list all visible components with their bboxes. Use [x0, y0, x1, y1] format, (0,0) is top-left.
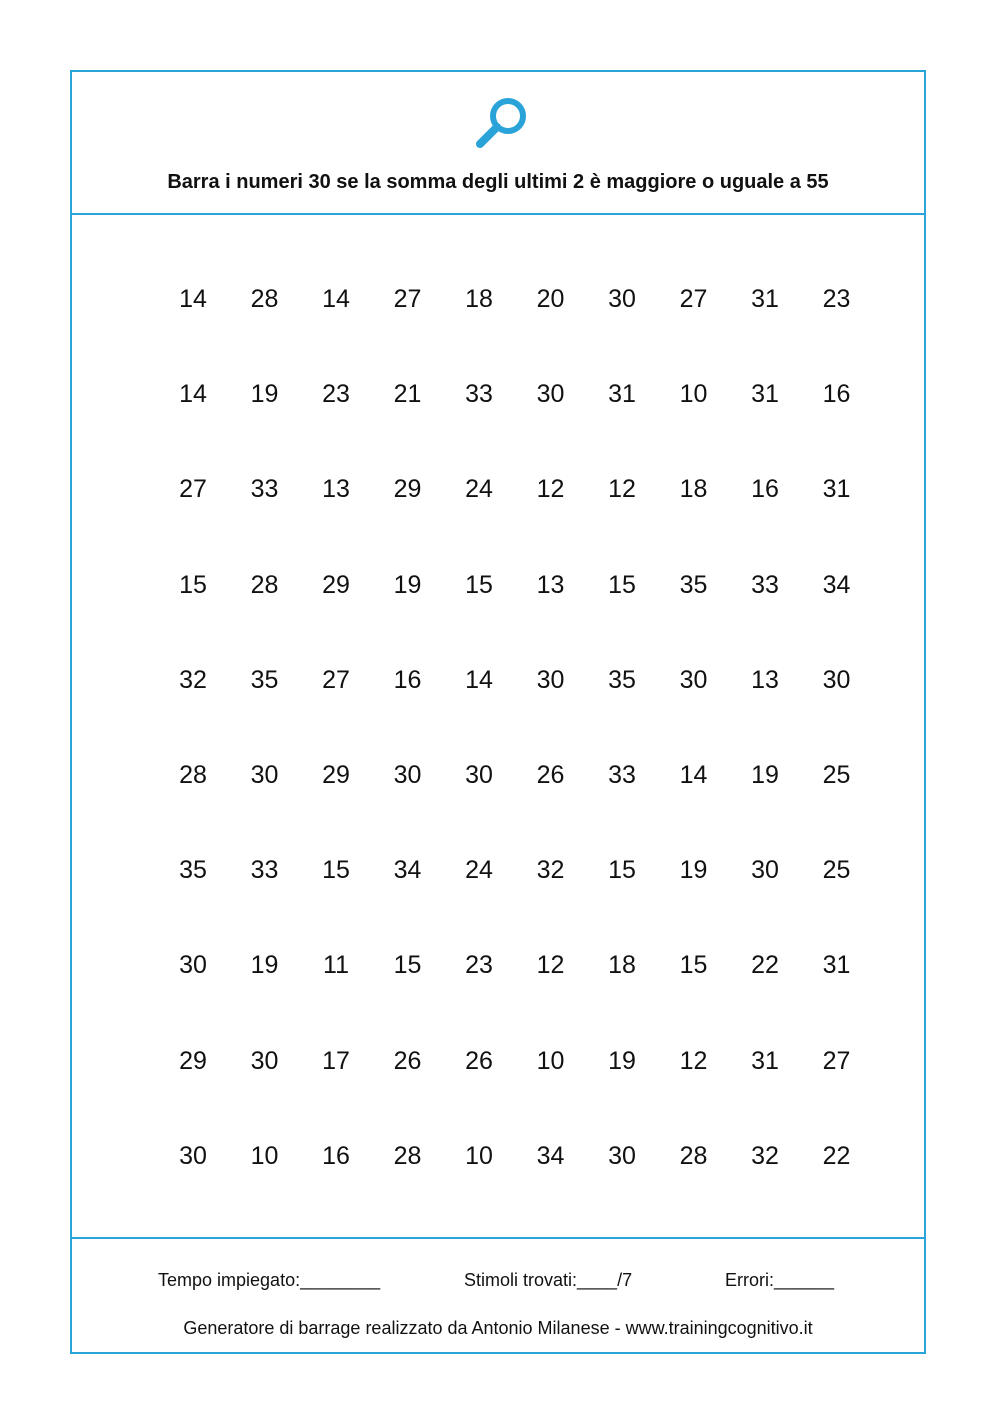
number-cell[interactable]: 26 [393, 1046, 422, 1075]
number-cell[interactable]: 28 [179, 761, 207, 789]
number-cell[interactable]: 27 [322, 665, 350, 694]
number-cell[interactable]: 13 [536, 570, 565, 599]
number-cell[interactable]: 10 [465, 1141, 493, 1170]
number-cell[interactable]: 20 [536, 285, 565, 313]
number-cell[interactable]: 33 [751, 570, 779, 599]
number-grid [72, 215, 924, 1237]
number-cell[interactable]: 33 [465, 380, 493, 409]
number-cell[interactable]: 10 [250, 1141, 279, 1170]
worksheet-footer [72, 1237, 924, 1354]
number-cell[interactable]: 16 [393, 665, 422, 694]
magnifier-icon [472, 94, 532, 150]
number-cell[interactable]: 15 [608, 570, 636, 599]
number-cell[interactable]: 27 [179, 475, 207, 504]
time-field[interactable]: Tempo impiegato:________ [158, 1270, 381, 1290]
number-cell[interactable]: 10 [536, 1046, 565, 1075]
stimuli-found-field[interactable]: Stimoli trovati:____/7 [464, 1270, 633, 1290]
errors-field[interactable]: Errori:______ [725, 1270, 835, 1290]
number-cell[interactable]: 14 [322, 285, 350, 313]
number-cell[interactable]: 22 [751, 951, 779, 980]
number-cell[interactable]: 15 [393, 951, 422, 980]
number-cell[interactable]: 28 [250, 570, 279, 599]
number-cell[interactable]: 15 [679, 951, 708, 980]
number-cell[interactable]: 14 [465, 665, 493, 694]
number-cell[interactable]: 26 [536, 761, 565, 789]
number-cell[interactable]: 30 [679, 665, 708, 694]
number-cell[interactable]: 11 [323, 951, 349, 980]
number-cell[interactable]: 25 [822, 856, 851, 885]
number-cell[interactable]: 28 [250, 285, 279, 313]
number-cell[interactable]: 27 [393, 285, 422, 313]
number-cell[interactable]: 12 [608, 475, 636, 504]
number-cell[interactable]: 16 [322, 1141, 350, 1170]
number-cell[interactable]: 33 [608, 761, 636, 789]
number-cell[interactable]: 16 [822, 380, 851, 409]
number-cell[interactable]: 30 [608, 1141, 636, 1170]
number-cell[interactable]: 18 [608, 951, 636, 980]
number-cell[interactable]: 19 [751, 761, 779, 789]
number-cell[interactable]: 14 [179, 285, 207, 313]
number-cell[interactable]: 17 [322, 1046, 350, 1075]
number-cell[interactable]: 12 [536, 475, 565, 504]
number-cell[interactable]: 30 [536, 665, 565, 694]
number-cell[interactable]: 25 [822, 761, 851, 789]
number-cell[interactable]: 19 [250, 380, 279, 409]
number-cell[interactable]: 16 [751, 475, 779, 504]
number-cell[interactable]: 35 [679, 570, 708, 599]
number-cell[interactable]: 18 [465, 285, 493, 313]
number-cell[interactable]: 26 [465, 1046, 493, 1075]
number-cell[interactable]: 35 [179, 856, 207, 885]
number-cell[interactable]: 30 [608, 285, 636, 313]
number-cell[interactable]: 29 [322, 570, 350, 599]
number-cell[interactable]: 30 [250, 761, 279, 789]
number-cell[interactable]: 21 [393, 380, 422, 409]
number-cell[interactable]: 35 [608, 665, 636, 694]
number-cell[interactable]: 31 [751, 285, 779, 313]
number-cell[interactable]: 13 [751, 665, 779, 694]
number-cell[interactable]: 34 [536, 1141, 565, 1170]
number-cell[interactable]: 28 [679, 1141, 708, 1170]
number-cell[interactable]: 23 [322, 380, 350, 409]
number-cell[interactable]: 12 [679, 1046, 708, 1075]
number-cell[interactable]: 35 [250, 665, 279, 694]
number-cell[interactable]: 29 [322, 761, 350, 789]
number-cell[interactable]: 12 [536, 951, 565, 980]
number-cell[interactable]: 13 [322, 475, 350, 504]
number-cell[interactable]: 31 [822, 475, 851, 504]
number-cell[interactable]: 15 [465, 570, 493, 599]
number-cell[interactable]: 10 [679, 380, 708, 409]
number-cell[interactable]: 31 [608, 380, 636, 409]
number-cell[interactable]: 30 [393, 761, 422, 789]
number-cell[interactable]: 18 [679, 475, 708, 504]
worksheet [70, 70, 926, 1354]
number-cell[interactable]: 32 [751, 1141, 779, 1170]
number-cell[interactable]: 14 [179, 380, 207, 409]
number-cell[interactable]: 30 [179, 1141, 207, 1170]
number-cell[interactable]: 24 [465, 856, 493, 885]
number-cell[interactable]: 31 [751, 1046, 779, 1075]
number-cell[interactable]: 30 [179, 951, 207, 980]
number-cell[interactable]: 34 [822, 570, 851, 599]
number-cell[interactable]: 33 [250, 475, 279, 504]
number-cell[interactable]: 31 [751, 380, 779, 409]
number-cell[interactable]: 31 [822, 951, 851, 980]
number-cell[interactable]: 29 [179, 1046, 207, 1075]
number-cell[interactable]: 30 [250, 1046, 279, 1075]
number-cell[interactable]: 32 [179, 665, 207, 694]
number-cell[interactable]: 14 [679, 761, 708, 789]
number-cell[interactable]: 19 [250, 951, 279, 980]
number-cell[interactable]: 29 [393, 475, 422, 504]
number-cell[interactable]: 34 [393, 856, 422, 885]
number-cell[interactable]: 30 [465, 761, 493, 789]
number-cell[interactable]: 23 [822, 285, 851, 313]
number-cell[interactable]: 30 [536, 380, 565, 409]
number-cell[interactable]: 22 [822, 1141, 851, 1170]
instruction-text: Barra i numeri 30 se la somma degli ultimi 2 è maggiore o uguale a 55 [167, 171, 829, 193]
number-cell[interactable]: 15 [179, 570, 207, 599]
number-cell[interactable]: 23 [465, 951, 493, 980]
number-cell[interactable]: 24 [465, 475, 493, 504]
number-cell[interactable]: 32 [536, 856, 565, 885]
credit-line: Generatore di barrage realizzato da Antonio Milanese - www.trainingcognitivo.it [183, 1318, 813, 1338]
number-cell[interactable]: 33 [250, 856, 279, 885]
worksheet-header [72, 72, 924, 215]
number-cell[interactable]: 19 [679, 856, 708, 885]
number-cell[interactable]: 27 [679, 285, 708, 313]
number-cell[interactable]: 30 [822, 665, 851, 694]
number-cell[interactable]: 28 [393, 1141, 422, 1170]
number-cell[interactable]: 19 [608, 1046, 636, 1075]
number-cell[interactable]: 19 [393, 570, 422, 599]
number-cell[interactable]: 27 [822, 1046, 851, 1075]
number-cell[interactable]: 30 [751, 856, 779, 885]
number-cell[interactable]: 15 [322, 856, 350, 885]
number-cell[interactable]: 15 [608, 856, 636, 885]
